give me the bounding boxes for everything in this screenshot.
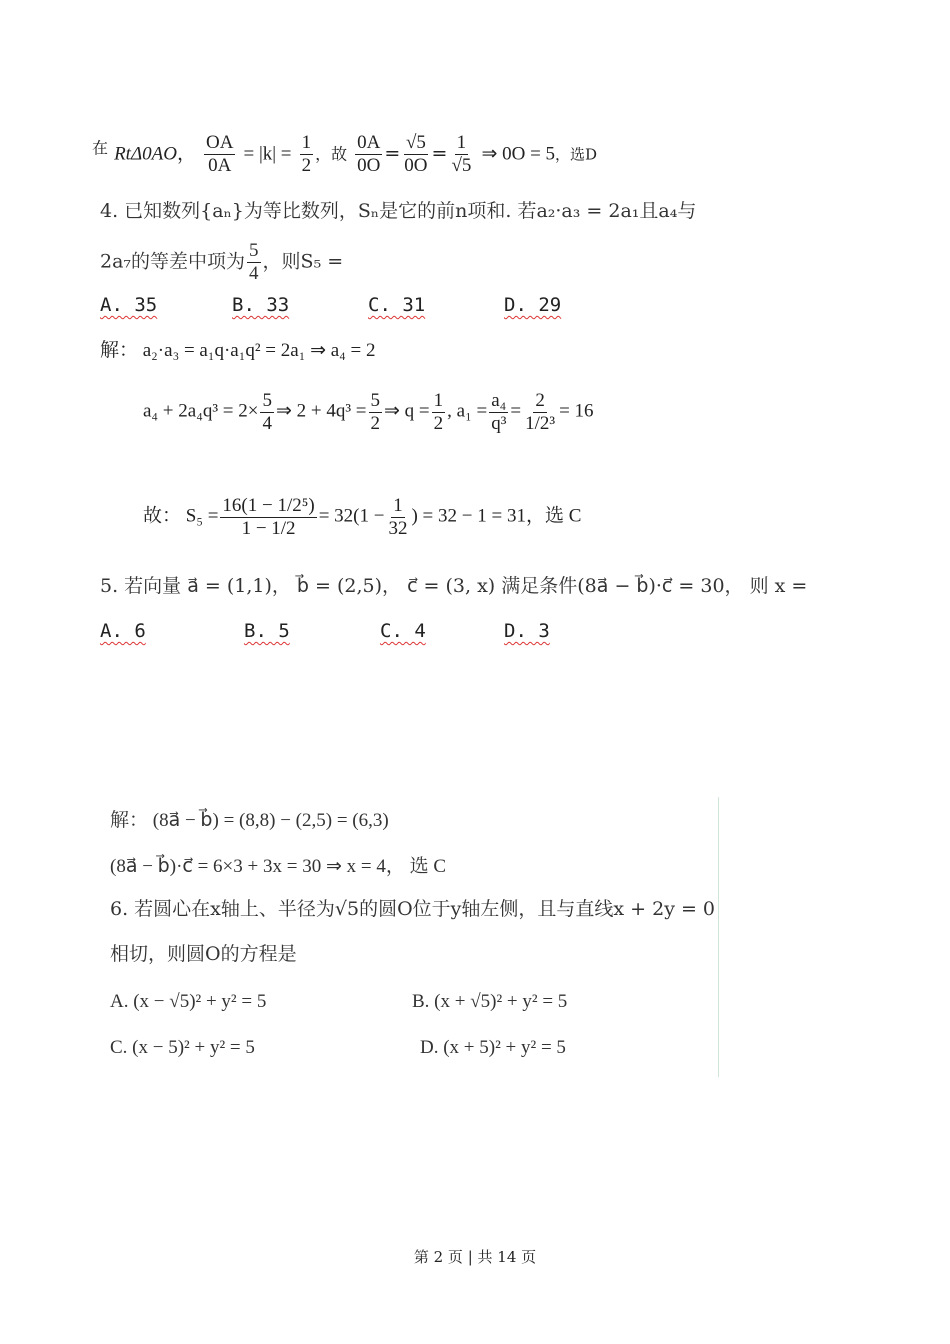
math-part: a₄ xyxy=(491,390,507,411)
math-part: 2 xyxy=(370,412,381,434)
math: ⇒ 0O = 5 xyxy=(481,143,556,165)
math-part: ) = 32 − 1 = 31，选 C xyxy=(411,505,582,527)
math-part: 1/2³ xyxy=(525,412,556,434)
math-part: a₄ + 2a₄q³ = 2× xyxy=(143,400,259,422)
math-part: 2 xyxy=(301,154,312,176)
q6-option-a: A. (x − √5)² + y² = 5 xyxy=(110,991,267,1012)
page-footer: 第 2 页 | 共 14 页 xyxy=(413,1248,537,1266)
q5-option-a: A. 6 xyxy=(100,620,146,642)
math-part: 2 xyxy=(535,390,545,411)
q6-option-b: B. (x + √5)² + y² = 5 xyxy=(412,991,568,1012)
math-part: 4 xyxy=(249,262,259,284)
q5-option-c: C. 4 xyxy=(380,620,426,642)
math-part: 1 − 1/2 xyxy=(241,517,296,539)
text: ，则S₅ = xyxy=(262,250,344,273)
q4-option-a: A. 35 xyxy=(100,294,158,316)
q5-option-d: D. 3 xyxy=(504,620,550,642)
math-part: ⇒ 2 + 4q³ = xyxy=(275,400,367,422)
q6-option-c: C. (x − 5)² + y² = 5 xyxy=(110,1037,255,1058)
math-part: 5 xyxy=(249,240,259,261)
math-part: ⇒ q = xyxy=(384,400,430,422)
math-part: 4 xyxy=(262,412,272,434)
math-part: , a₁ = xyxy=(447,400,488,422)
fraction xyxy=(449,132,473,177)
q4-line1: 4. 已知数列{aₙ}为等比数列，Sₙ是它的前n项和. 若a₂·a₃ = 2a₁且a₄与 xyxy=(100,200,697,222)
q4-solution-line3 xyxy=(143,495,581,540)
q4-option-c: C. 31 xyxy=(368,294,426,316)
math-part: 1 xyxy=(301,132,312,153)
math-part: 0O xyxy=(357,154,381,176)
math-part: 0A xyxy=(208,154,232,176)
math: RtΔ0AO xyxy=(114,143,177,165)
math-part: √5 xyxy=(405,132,426,153)
text: ，故 xyxy=(315,144,348,164)
q5-option-b: B. 5 xyxy=(244,620,290,642)
fraction xyxy=(204,132,235,177)
q5-line1: 5. 若向量 a⃗ = (1,1)， b⃗ = (2,5)， c⃗ = (3, x) 满足条件(8a⃗ − b⃗)·c⃗ = 30， 则 x = xyxy=(100,575,808,597)
math: = |k| = xyxy=(243,143,292,165)
q6-line2: 相切，则圆O的方程是 xyxy=(110,943,297,965)
fraction xyxy=(402,132,429,177)
math-part: 1 xyxy=(393,495,403,516)
q6-option-d: D. (x + 5)² + y² = 5 xyxy=(420,1037,566,1058)
text: 2a₇的等差中项为 xyxy=(100,250,246,273)
q4-solution-line2 xyxy=(143,390,594,435)
text: ，选D xyxy=(555,145,598,164)
text: 在 xyxy=(92,138,109,158)
q4-option-b: B. 33 xyxy=(232,294,290,316)
math-part: 0A xyxy=(357,132,381,153)
q6-line1: 6. 若圆心在x轴上、半径为√5的圆O位于y轴左侧，且与直线x + 2y = 0 xyxy=(110,898,716,920)
fraction xyxy=(300,132,314,177)
q5-solution-line1: 解： (8a⃗ − b⃗) = (8,8) − (2,5) = (6,3) xyxy=(110,810,389,831)
math-part: OA xyxy=(205,132,234,153)
fraction xyxy=(247,240,261,285)
math-part: 2 xyxy=(433,412,444,434)
math-part: 1 xyxy=(456,132,467,153)
math-part: 5 xyxy=(370,390,381,411)
previous-solution-line: $^在$ RtΔ0AO， $\frac{OA}{0A}$ = |k| = $\frac{1}{2}$ ，故 $\frac{0A}{0O}$ = $\frac{√5}{0O}$ = $\frac{1}{√5}$ ⇒ 0O = 5，选D xyxy=(92,132,598,176)
math-part: √5 xyxy=(451,154,472,176)
math-part: q³ xyxy=(491,412,507,434)
q4-solution-line1: 解： a₂·a₃ = a₁q·a₁q² = 2a₁ ⇒ a₄ = 2 xyxy=(100,340,376,361)
q5-solution-line2: (8a⃗ − b⃗)·c⃗ = 6×3 + 3x = 30 ⇒ x = 4， 选 C xyxy=(110,856,447,877)
fraction xyxy=(355,132,382,177)
math-part: 16(1 − 1/2⁵) xyxy=(222,495,315,516)
math-part: = xyxy=(510,400,522,422)
math-part: 5 xyxy=(262,390,272,411)
q4-line2 xyxy=(100,240,343,285)
math-part: 0O xyxy=(404,154,428,176)
math-part: = 16 xyxy=(559,400,594,422)
q4-option-d: D. 29 xyxy=(504,294,562,316)
math-part: 32 xyxy=(388,517,408,539)
math-part: 1 xyxy=(433,390,444,411)
math-part: = 32(1 − xyxy=(318,505,385,527)
math-part: 故： S₅ = xyxy=(143,505,219,527)
scan-edge-divider xyxy=(718,797,719,1077)
